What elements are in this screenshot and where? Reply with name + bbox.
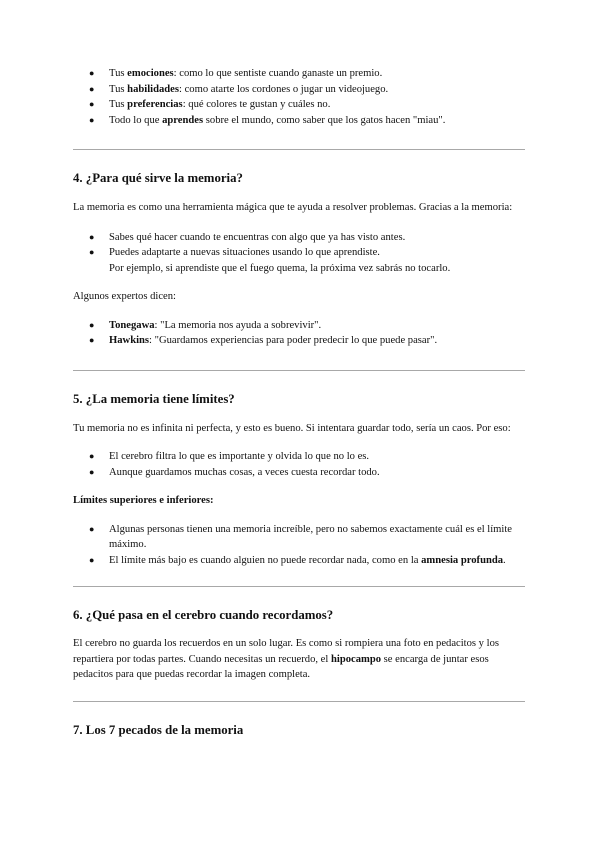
section-6-paragraph: El cerebro no guarda los recuerdos en un solo lugar. Es como si rompiera una foto en pedacitos y los repartiera por todas partes. Cuando necesitas un recuerdo, el hipocampo se encarga de juntar esos pedacitos para que puedas recordar la imagen completa.	[73, 638, 499, 680]
section-divider	[73, 586, 525, 587]
limits-subheading: Límites superiores e inferiores:	[73, 495, 214, 506]
bullet-icon: ●	[89, 247, 95, 257]
example-text: Por ejemplo, si aprendiste que el fuego quema, la próxima vez sabrás no tocarlo.	[109, 262, 451, 274]
bullet-icon: ●	[89, 523, 95, 534]
document-page	[73, 66, 525, 738]
experts-intro: Algunos expertos dicen:	[73, 291, 176, 302]
bullet-icon: ●	[89, 99, 95, 109]
emotions-skills-list	[73, 66, 525, 128]
bullet-icon: ●	[89, 335, 95, 345]
bullet-icon: ●	[89, 466, 95, 477]
limits-list	[73, 522, 525, 569]
list-item: ● Hawkins: "Guardamos experiencias para poder predecir lo que puede pasar".	[73, 333, 525, 349]
list-item: ● Tus habilidades: como atarte los cordones o jugar un videojuego.	[73, 82, 525, 98]
bullet-icon: ●	[89, 319, 95, 330]
section-5-heading: 5. ¿La memoria tiene límites?	[73, 391, 235, 406]
list-item: ● Tus preferencias: qué colores te gustan y cuáles no.	[73, 97, 525, 113]
bullet-icon: ●	[89, 451, 95, 461]
section-divider	[73, 149, 525, 150]
list-item: ● Sabes qué hacer cuando te encuentras con algo que ya has visto antes.	[73, 230, 525, 246]
list-item: ● Tus emociones: como lo que sentiste cuando ganaste un premio.	[73, 66, 525, 82]
bullet-icon: ●	[89, 231, 95, 242]
section-6-heading: 6. ¿Qué pasa en el cerebro cuando recordamos?	[73, 608, 334, 622]
section-7-heading: 7. Los 7 pecados de la memoria	[73, 722, 244, 737]
bullet-icon: ●	[89, 554, 95, 565]
list-item: ● Puedes adaptarte a nuevas situaciones usando lo que aprendiste. Por ejemplo, si aprendiste que el fuego quema, la próxima vez sabrás no tocarlo.	[73, 245, 525, 276]
list-item: ● Tonegawa: "La memoria nos ayuda a sobrevivir".	[73, 318, 525, 334]
bullet-icon: ●	[89, 114, 95, 125]
list-item: ● El límite más bajo es cuando alguien no puede recordar nada, como en la amnesia profunda.	[73, 553, 525, 569]
section-divider	[73, 370, 525, 371]
bullet-icon: ●	[89, 83, 95, 94]
list-item: ● Aunque guardamos muchas cosas, a veces cuesta recordar todo.	[73, 465, 525, 481]
section-4-intro: La memoria es como una herramienta mágica que te ayuda a resolver problemas. Gracias a la memoria:	[73, 202, 513, 213]
section-4-list	[73, 230, 525, 277]
list-item: ● El cerebro filtra lo que es importante y olvida lo que no lo es.	[73, 449, 525, 465]
section-divider	[73, 701, 525, 702]
list-item: ● Algunas personas tienen una memoria increíble, pero no sabemos exactamente cuál es el límite máximo.	[89, 523, 513, 550]
section-4-heading: 4. ¿Para qué sirve la memoria?	[73, 171, 243, 185]
experts-list	[73, 318, 525, 349]
bullet-icon: ●	[89, 68, 95, 78]
section-5-intro: Tu memoria no es infinita ni perfecta, y esto es bueno. Si intentara guardar todo, sería un caos. Por eso:	[73, 422, 511, 434]
section-5-list	[73, 449, 525, 480]
list-item: ● Todo lo que aprendes sobre el mundo, como saber que los gatos hacen "miau".	[73, 113, 525, 129]
